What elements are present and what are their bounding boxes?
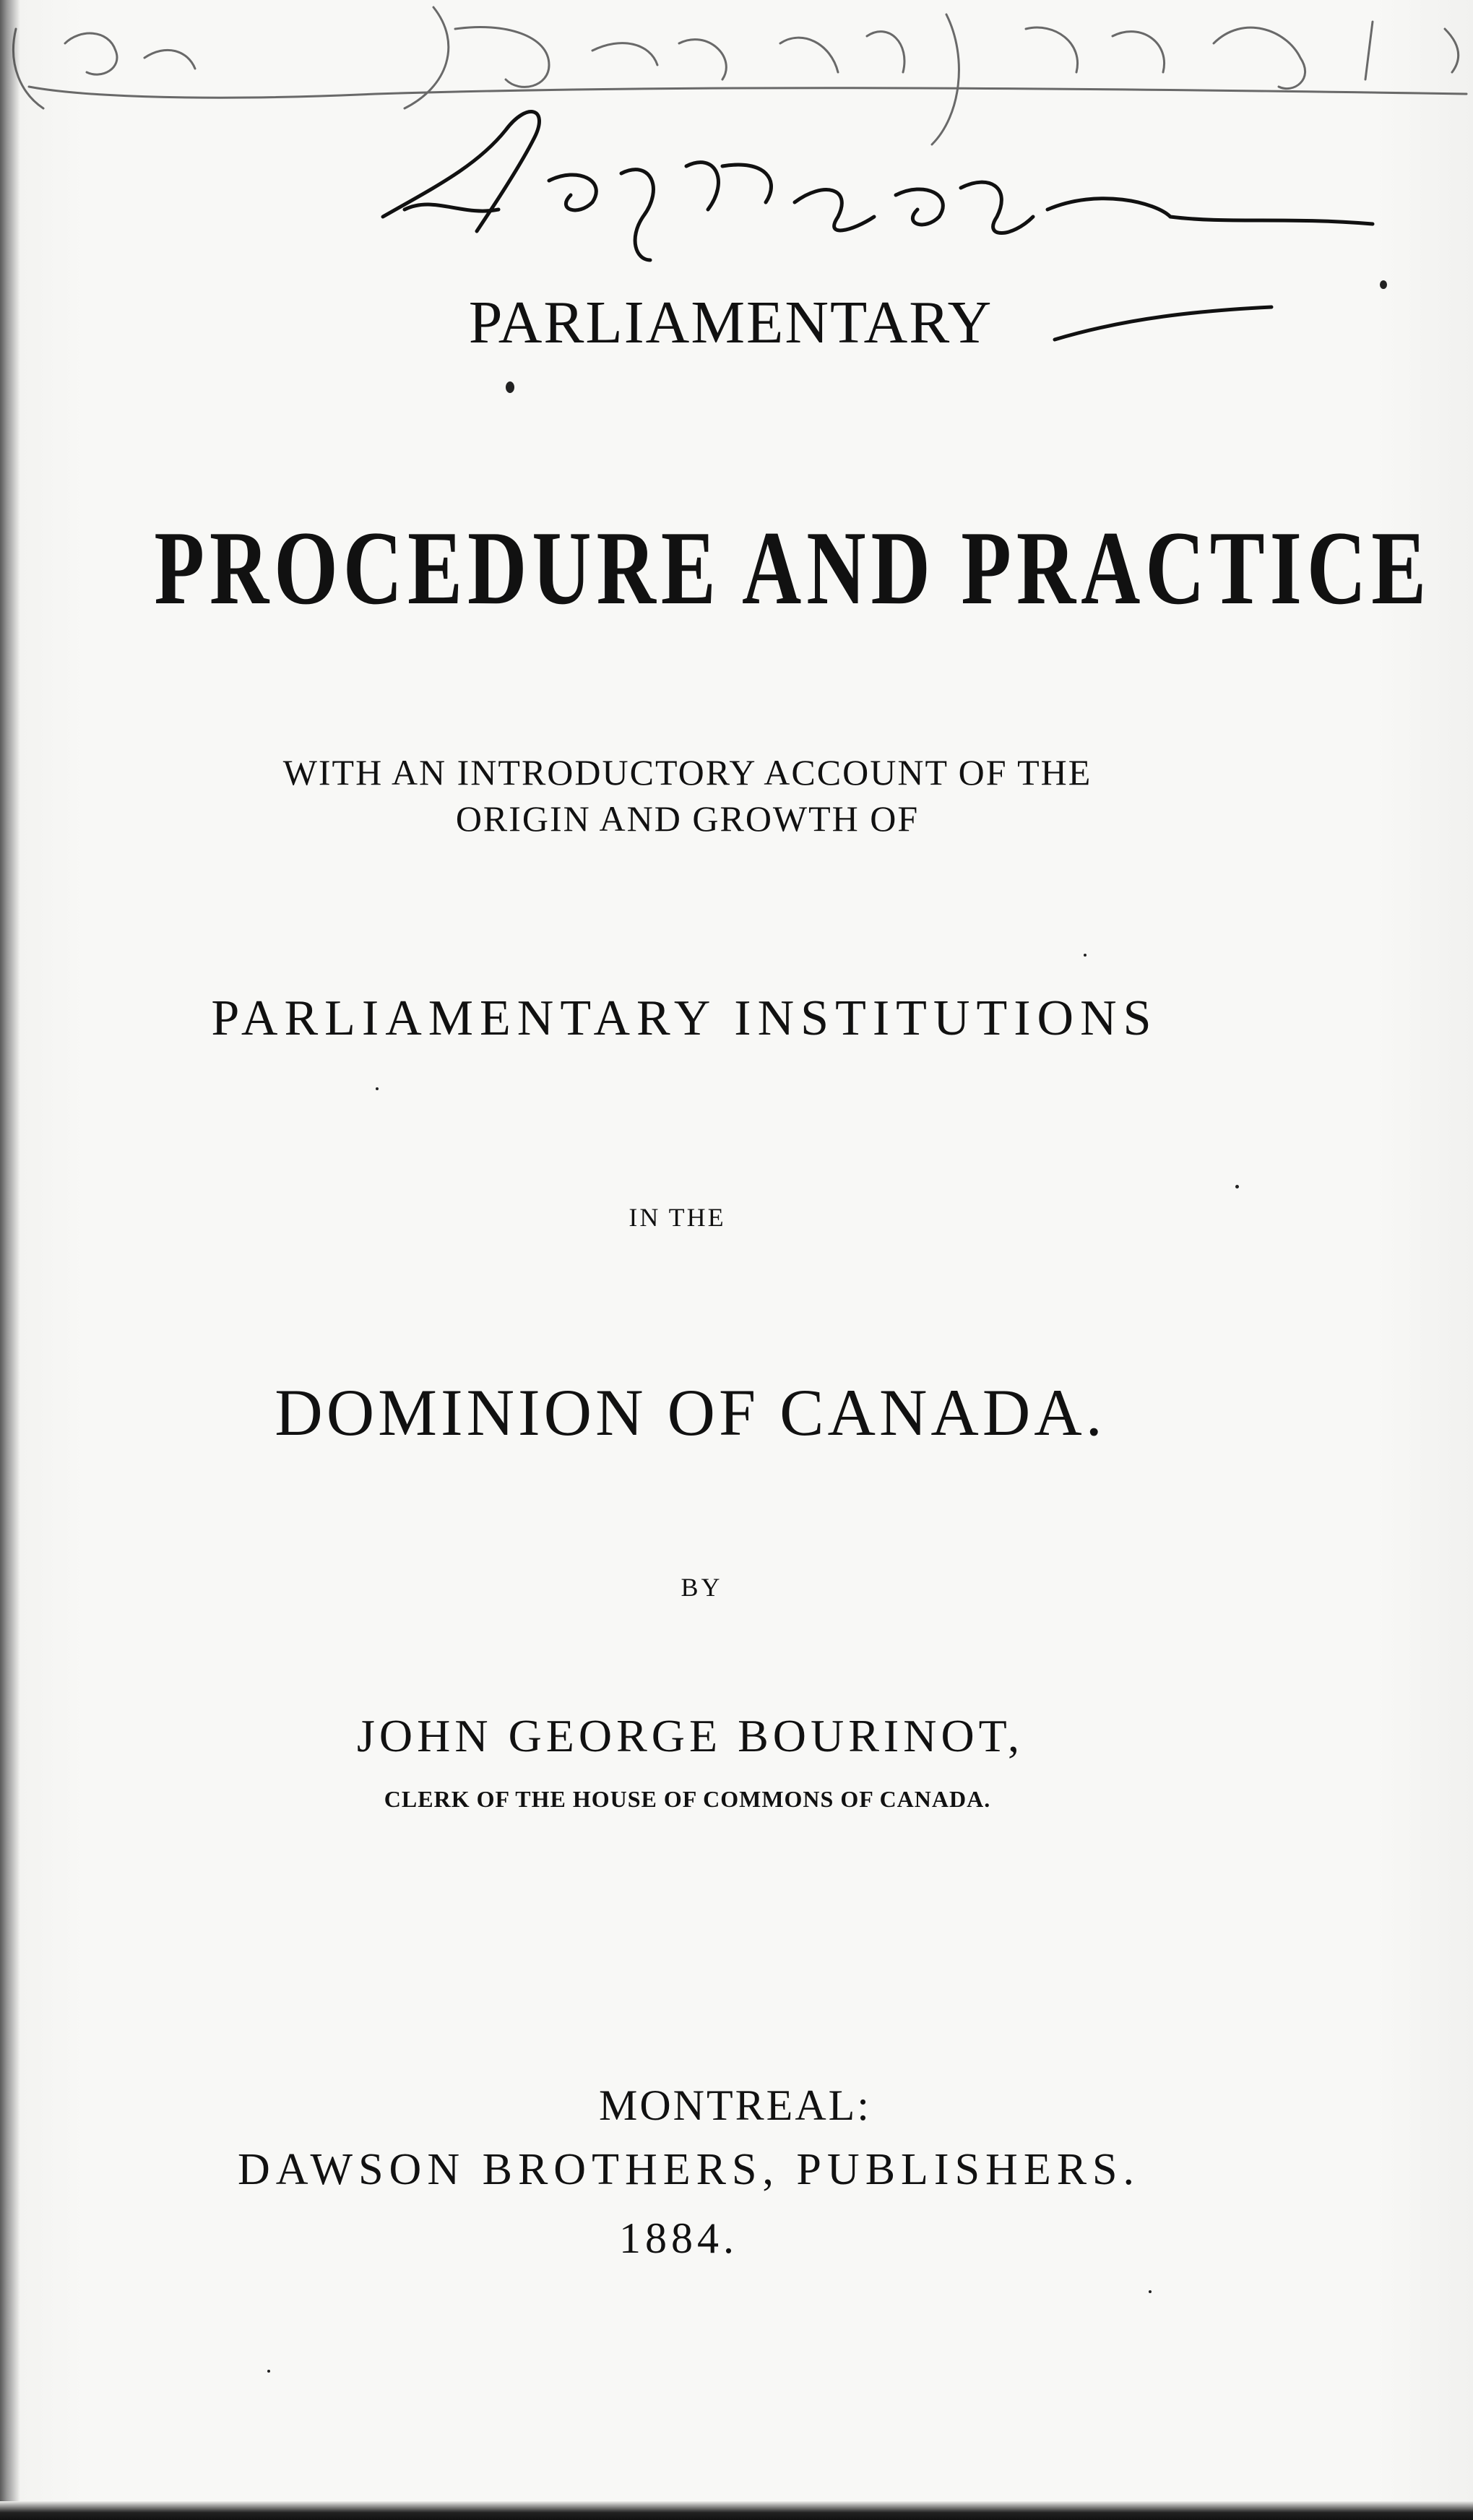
subtitle-line-1: WITH AN INTRODUCTORY ACCOUNT OF THE [282, 752, 1092, 793]
subtitle-institutions: PARLIAMENTARY INSTITUTIONS [211, 991, 1158, 1046]
paper-speck [376, 1087, 379, 1090]
author-name: JOHN GEORGE BOURINOT, [357, 1710, 1024, 1761]
paper-speck [267, 2370, 270, 2373]
paper-speck [1235, 1185, 1239, 1188]
paper-speck [1084, 954, 1087, 957]
paper-speck [1380, 280, 1387, 289]
title-line-parliamentary: PARLIAMENTARY [468, 289, 993, 356]
author-title: CLERK OF THE HOUSE OF COMMONS OF CANADA. [384, 1786, 991, 1812]
imprint-year: 1884. [619, 2214, 738, 2262]
subtitle-in-the: IN THE [628, 1203, 726, 1232]
paper-speck [506, 381, 514, 393]
main-title: PROCEDURE AND PRACTICE [154, 509, 1432, 626]
paper-speck [1149, 2290, 1152, 2293]
page-bottom-edge [0, 2501, 1473, 2520]
imprint-city: MONTREAL: [599, 2081, 871, 2129]
imprint-publisher: DAWSON BROTHERS, PUBLISHERS. [237, 2145, 1141, 2194]
catalog-note-handwriting [13, 7, 1466, 144]
subtitle-dominion: DOMINION OF CANADA. [275, 1376, 1106, 1449]
subtitle-line-2: ORIGIN AND GROWTH OF [455, 798, 920, 839]
byline-by: BY [681, 1573, 723, 1602]
